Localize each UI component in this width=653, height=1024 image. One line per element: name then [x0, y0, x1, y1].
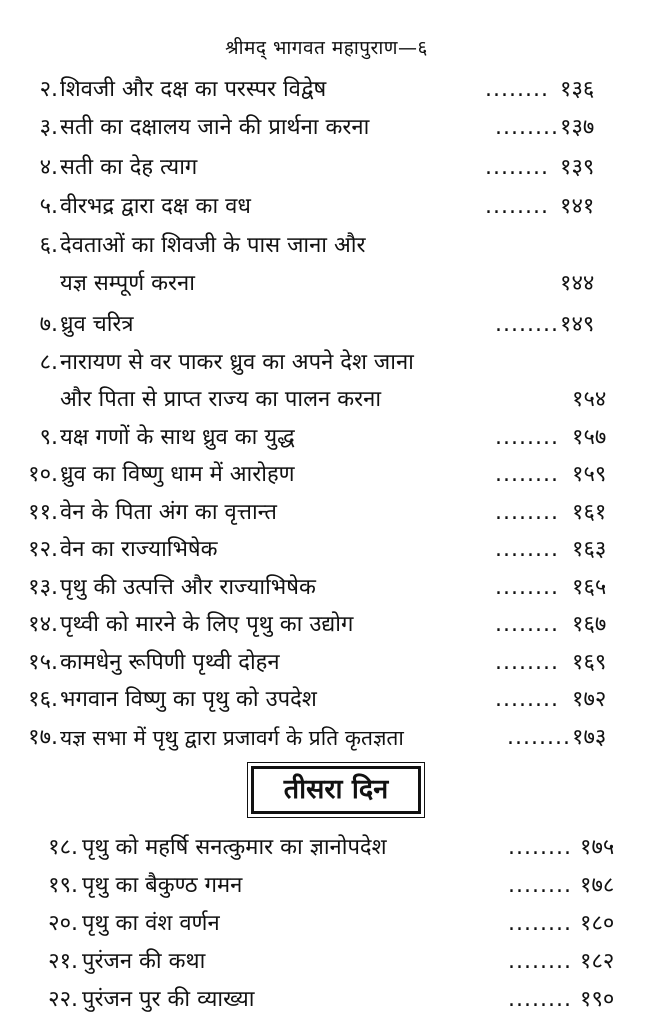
entry-title: ध्रुव चरित्र	[60, 312, 134, 337]
entry-page: १५७	[572, 425, 607, 450]
entry-number: १६.	[28, 687, 58, 712]
entry-page: १८०	[580, 911, 615, 936]
leader-dots: ........	[495, 687, 559, 712]
entry-page: १५४	[572, 387, 607, 412]
entry-title: ध्रुव का विष्णु धाम में आरोहण	[60, 462, 295, 487]
entry-page: १४९	[560, 312, 595, 337]
leader-dots: ........	[485, 77, 549, 102]
leader-dots: ........	[508, 949, 572, 974]
entry-number: २१.	[48, 949, 78, 974]
entry-title: सती का दक्षालय जाने की प्रार्थना करना	[60, 115, 370, 140]
entry-page: १८२	[580, 949, 615, 974]
entry-title-line2: यज्ञ सम्पूर्ण करना	[60, 271, 195, 296]
entry-title: नारायण से वर पाकर ध्रुव का अपने देश जाना	[60, 350, 414, 375]
entry-page: १५९	[572, 462, 607, 487]
entry-page: १३६	[560, 77, 595, 102]
entry-page: १६३	[572, 537, 607, 562]
entry-number: १२.	[28, 537, 58, 562]
entry-number: ९.	[39, 425, 58, 450]
entry-number: २०.	[48, 911, 78, 936]
page-header: श्रीमद् भागवत महापुराण—६	[225, 37, 428, 59]
entry-number: ११.	[28, 500, 58, 525]
entry-number: १५.	[28, 650, 58, 675]
leader-dots: ........	[495, 537, 559, 562]
entry-title: पृथु का बैकुण्ठ गमन	[82, 873, 243, 898]
entry-page: १६१	[572, 500, 607, 525]
leader-dots: ........	[495, 575, 559, 600]
entry-number: ८.	[39, 350, 58, 375]
entry-title: वीरभद्र द्वारा दक्ष का वध	[60, 194, 251, 219]
entry-page: १६७	[572, 612, 607, 637]
section-heading-day-three: तीसरा दिन	[251, 766, 421, 814]
entry-number: १४.	[28, 612, 58, 637]
entry-number: ३.	[39, 115, 58, 140]
entry-title: पुरंजन की कथा	[82, 949, 206, 974]
entry-number: १९.	[48, 873, 78, 898]
entry-title: यज्ञ सभा में पृथु द्वारा प्रजावर्ग के प्रति कृतज्ञता	[60, 726, 404, 750]
entry-title: वेन के पिता अंग का वृत्तान्त	[60, 500, 277, 525]
entry-title: भगवान विष्णु का पृथु को उपदेश	[60, 687, 317, 712]
entry-title: पृथ्वी को मारने के लिए पृथु का उद्योग	[60, 612, 354, 637]
leader-dots: ........	[507, 725, 571, 750]
entry-page: १३७	[560, 115, 595, 140]
entry-title: कामधेनु रूपिणी पृथ्वी दोहन	[60, 650, 280, 675]
entry-page: १७५	[580, 835, 615, 860]
entry-title: पुरंजन पुर की व्याख्या	[82, 987, 255, 1012]
entry-number: ७.	[39, 312, 58, 337]
entry-number: २.	[39, 77, 58, 102]
leader-dots: ........	[508, 835, 572, 860]
leader-dots: ........	[495, 425, 559, 450]
entry-page: १७८	[580, 873, 615, 898]
leader-dots: ........	[495, 115, 559, 140]
entry-title: वेन का राज्याभिषेक	[60, 537, 218, 562]
entry-title-line2: और पिता से प्राप्त राज्य का पालन करना	[60, 387, 382, 412]
entry-title: सती का देह त्याग	[60, 155, 198, 180]
entry-number: १७.	[28, 725, 58, 750]
entry-page: १७३	[572, 725, 607, 750]
leader-dots: ........	[485, 155, 549, 180]
entry-title: यक्ष गणों के साथ ध्रुव का युद्ध	[60, 425, 295, 450]
entry-page: १७२	[572, 687, 607, 712]
entry-number: १३.	[28, 575, 58, 600]
entry-title: पृथु का वंश वर्णन	[82, 911, 220, 936]
entry-number: १८.	[48, 835, 78, 860]
leader-dots: ........	[495, 462, 559, 487]
entry-title: देवताओं का शिवजी के पास जाना और	[60, 233, 366, 258]
entry-number: ५.	[39, 194, 58, 219]
leader-dots: ........	[508, 873, 572, 898]
leader-dots: ........	[495, 500, 559, 525]
entry-page: १४४	[560, 271, 595, 296]
entry-number: २२.	[48, 987, 78, 1012]
entry-page: १४१	[560, 194, 595, 219]
entry-number: १०.	[28, 462, 58, 487]
leader-dots: ........	[508, 987, 572, 1012]
entry-page: १३९	[560, 155, 595, 180]
leader-dots: ........	[495, 612, 559, 637]
leader-dots: ........	[485, 194, 549, 219]
entry-title: शिवजी और दक्ष का परस्पर विद्वेष	[60, 77, 327, 102]
entry-title: पृथु की उत्पत्ति और राज्याभिषेक	[60, 575, 316, 600]
entry-number: ४.	[39, 155, 58, 180]
leader-dots: ........	[495, 312, 559, 337]
entry-page: १९०	[580, 987, 615, 1012]
entry-number: ६.	[39, 233, 58, 258]
entry-page: १६५	[572, 575, 607, 600]
leader-dots: ........	[508, 911, 572, 936]
entry-title: पृथु को महर्षि सनत्कुमार का ज्ञानोपदेश	[82, 835, 387, 860]
leader-dots: ........	[495, 650, 559, 675]
entry-page: १६९	[572, 650, 607, 675]
